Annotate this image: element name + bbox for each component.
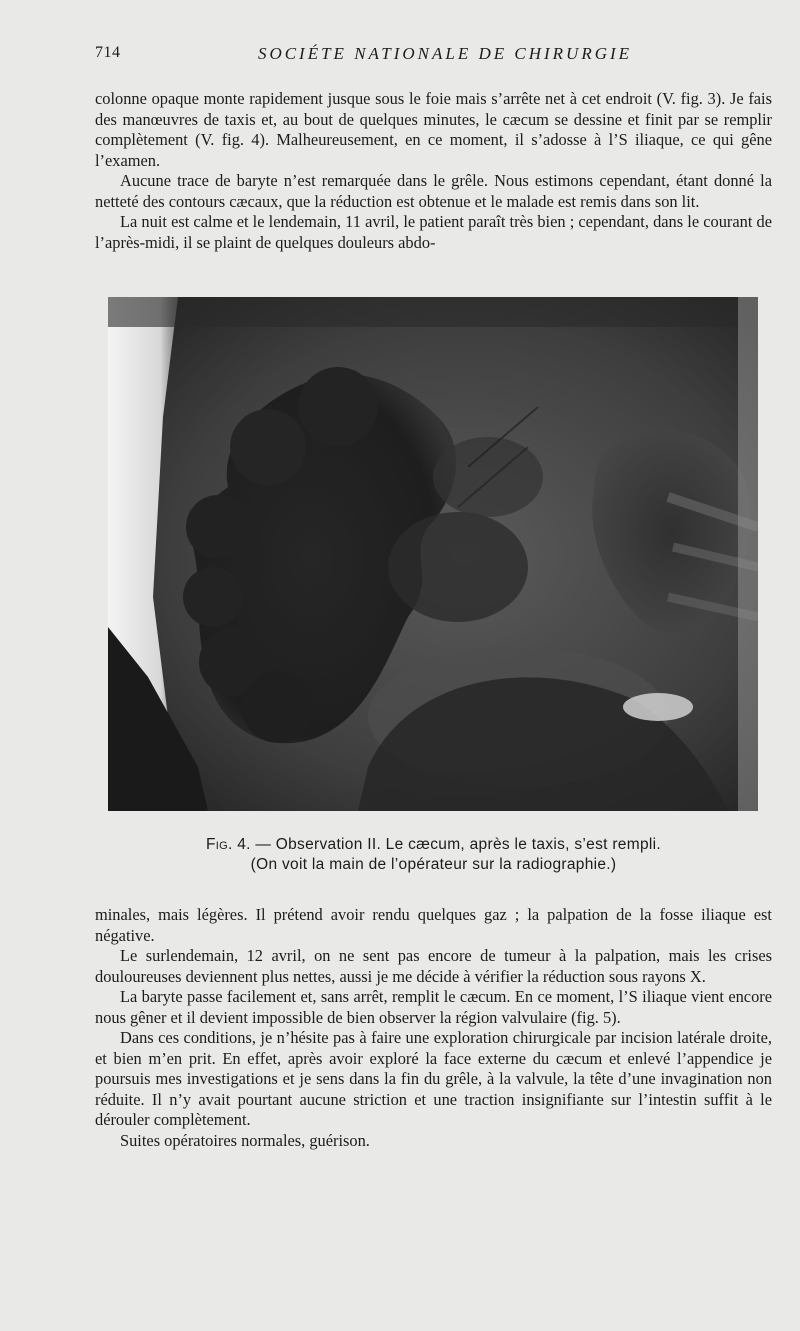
paragraph: La nuit est calme et le lendemain, 11 avril, le patient paraît très bien ; cependant, dans le courant de l’après-midi, il se plaint de quelques douleurs abdo-: [95, 212, 772, 252]
paragraph: La baryte passe facilement et, sans arrêt, remplit le cæcum. En ce moment, l’S iliaque vient encore nous gêner et il devient impossible de bien observer la région valvulaire (fig. 5).: [95, 987, 772, 1027]
caption-line-2: (On voit la main de l’opérateur sur la radiographie.): [250, 856, 617, 873]
paragraph: Le surlendemain, 12 avril, on ne sent pas encore de tumeur à la palpation, mais les crises douloureuses deviennent plus nettes, aussi je me décide à vérifier la réduction sous rayons X.: [95, 946, 772, 986]
page-number: 714: [95, 44, 121, 61]
caption-line-1: [95, 835, 772, 855]
paragraph: minales, mais légères. Il prétend avoir rendu quelques gaz ; la palpation de la fosse iliaque est négative.: [95, 905, 772, 945]
radiograph-figure: [108, 297, 758, 811]
running-head: SOCIÉTE NATIONALE DE CHIRURGIE: [257, 44, 633, 63]
paragraph: Aucune trace de baryte n’est remarquée dans le grêle. Nous estimons cependant, étant donné la netteté des contours cæcaux, que la réduction est obtenue et le malade est remis dans son lit.: [95, 171, 772, 211]
figure-caption: [95, 835, 772, 875]
radiograph-image: [108, 297, 758, 811]
body-text-bottom: [95, 905, 772, 1151]
body-text-top: [95, 89, 772, 253]
caption-text: — Observation II. Le cæcum, après le taxis, s’est rempli.: [255, 836, 661, 853]
page-header: [95, 44, 775, 68]
paragraph: colonne opaque monte rapidement jusque sous le foie mais s’arrête net à cet endroit (V. fig. 3). Je fais des manœuvres de taxis et, au bout de quelques minutes, le cæcum se dessine et finit par se remplir complètement (V. fig. 4). Malheureusement, en ce moment, il s’adosse à l’S iliaque, ce qui gêne l’examen.: [95, 89, 772, 170]
paragraph: Dans ces conditions, je n’hésite pas à faire une exploration chirurgicale par incision latérale droite, et bien m’en prit. En effet, après avoir exploré la face externe du cæcum et enlevé l’appendice je poursuis mes investigations et je sens dans la fin du grêle, à la valvule, la tête d’une invagination non réduite. Il n’y avait pourtant aucune striction et une traction insignifiante sur l’intestin suffit à le dérouler complètement.: [95, 1028, 772, 1129]
paragraph: Suites opératoires normales, guérison.: [120, 1130, 370, 1150]
figure-label: Fig. 4.: [206, 836, 251, 853]
